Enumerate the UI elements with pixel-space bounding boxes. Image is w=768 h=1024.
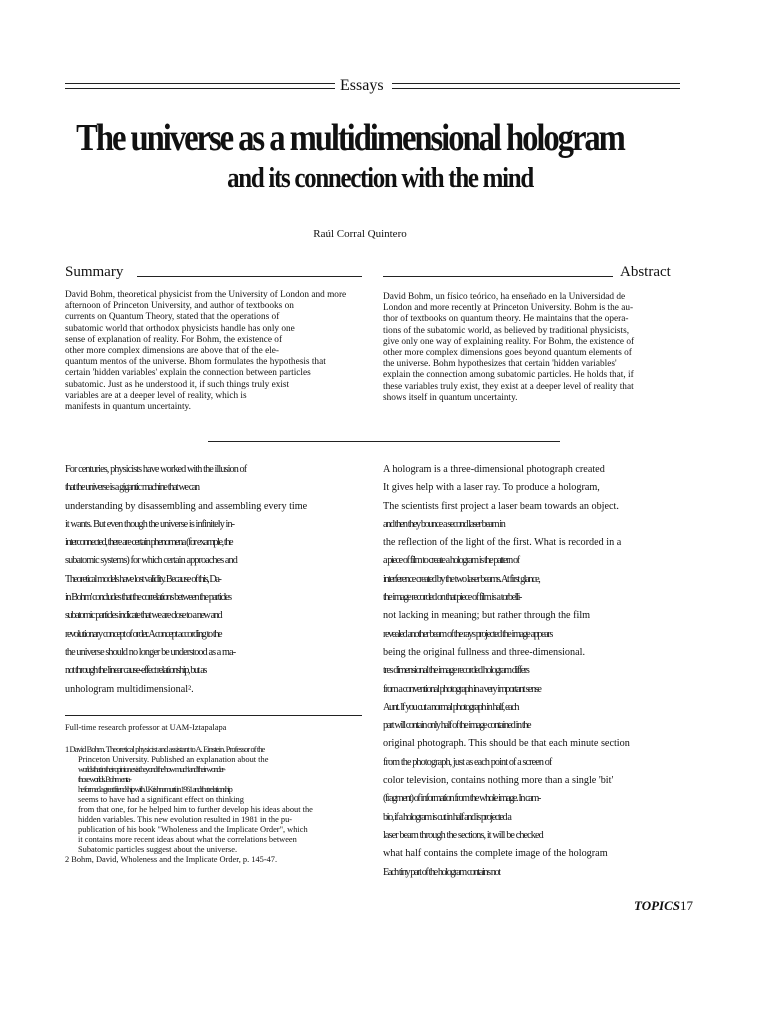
header-rule-left-top (65, 83, 335, 84)
header-rule-right-bottom (392, 88, 680, 89)
summary-line: currents on Quantum Theory, stated that the operations of (65, 312, 280, 323)
abstract-line: London and more recently at Princeton University. Bohm is the au- (383, 303, 634, 314)
body-line: not through the linear cause-effect relationship, but as (65, 665, 206, 677)
footnote-line: hidden variables. This new evolution resulted in 1981 in the pu- (78, 815, 293, 824)
abstract-line: other more complex dimensions goes beyond quantum elements of (383, 348, 632, 359)
abstract-line: tions of the subatomic world, as believed by traditional physicists, (383, 325, 630, 336)
body-line: bio, if a hologram is cut in half and is projected a (383, 811, 511, 823)
body-line: not lacking in meaning; but rather through the film (383, 610, 591, 622)
abstract-line: give only one way of explaining reality. For Bohm, the existence of (383, 336, 635, 347)
body-line: subatomic systems) for which certain approaches and (65, 555, 237, 567)
body-line: It gives help with a laser ray. To produce a hologram, (383, 482, 600, 494)
body-line: the reflection of the light of the first. What is recorded in a (383, 537, 622, 549)
body-line: that the universe is a gigantic machine that we can (65, 482, 199, 494)
footnote-line: he formed a great friendship with J. Krishnamurti in 1961 and that relationship (78, 785, 232, 794)
footnote-line: seems to have had a significant effect on thinking (78, 795, 244, 804)
footnote-line: 1 David Bohm. Theoretical physicist and assistant to A. Einstein. Professor of the (65, 745, 265, 754)
summary-line: sense of explanation of reality. For Bohm, the existence of (65, 334, 283, 345)
section-label: Essays (340, 77, 384, 94)
footnote-line: Subatomic particles suggest about the universe. (78, 845, 238, 854)
body-column-right (383, 461, 683, 882)
abstract-text (383, 292, 693, 404)
abstract-rule (383, 276, 613, 277)
body-line: (fragment) of information from the whole image. In cam- (383, 793, 540, 805)
body-line: what half contains the complete image of the hologram (383, 848, 608, 860)
summary-line: subatomic. Just as he understood it, if such things truly exist (65, 379, 290, 390)
body-line: color television, contains nothing more than a single 'bit' (383, 775, 614, 787)
body-line: original photograph. This should be that each minute section (383, 738, 630, 750)
body-line: For centuries, physicists have worked with the illusion of (65, 464, 247, 475)
abstract-line: the universe. Bohm hypothesizes that certain 'hidden variables' (383, 359, 617, 370)
footnote-line: Princeton University. Published an explanation about the (78, 755, 269, 764)
footnote-line: it contains more recent ideas about what the correlations between (78, 835, 297, 844)
summary-line: afternoon of Princeton University, and author of textbooks on (65, 301, 294, 312)
title-line-1: The universe as a multidimensional hologram (76, 117, 624, 159)
footnote-rule (65, 715, 362, 716)
body-line: in Bohm' concludes that the correlations between the particles (65, 592, 231, 604)
body-line: tres dimensional the image recorded hologram differs (383, 665, 529, 677)
abstract-line: thor of textbooks on quantum theory. He maintains that the opera- (383, 314, 629, 325)
body-line: the image recorded on that piece of film is a torbelli- (383, 592, 521, 604)
body-line: interference created by the two laser beams. At first glance, (383, 573, 540, 585)
body-line: unhologram multidimensional². (65, 683, 194, 695)
abstract-line: David Bohm, un físico teórico, ha enseñado en la Universidad de (383, 292, 626, 302)
author: Raúl Corral Quintero (313, 228, 407, 240)
footnote-line: those worlds. Bohm enta- (78, 775, 131, 784)
abstract-line: shows itself in quantum uncertainty. (383, 392, 518, 403)
summary-text (65, 290, 375, 413)
footnotes (65, 723, 365, 865)
body-line: from the photograph, just as each point of a screen of (383, 756, 552, 768)
summary-line: David Bohm, theoretical physicist from the University of London and more (65, 290, 347, 300)
body-line: understanding by disassembling and assembling every time (65, 500, 308, 512)
abstract-line: explain the connection among subatomic particles. He holds that, if (383, 370, 634, 381)
summary-line: subatomic world that orthodox physicists handle has only one (65, 323, 295, 334)
summary-line: quantum mentos of the universe. Bhom formulates the hypothesis that (65, 357, 326, 368)
body-line: from a conventional photograph in a very important sense (383, 683, 541, 695)
body-line: revealed another beam of the rays projected the image appears (383, 628, 552, 640)
footnote-affiliation: Full-time research professor at UAM-Iztapalapa (65, 723, 227, 732)
summary-line: other more complex dimensions are above that of the ele- (65, 346, 280, 357)
header-rule-left-bottom (65, 88, 335, 89)
summary-line: certain 'hidden variables' explain the connection between particles (65, 368, 311, 379)
body-line: A hologram is a three-dimensional photograph created (383, 464, 605, 475)
body-line: being the original fullness and three-dimensional. (383, 646, 585, 658)
body-line: The scientists first project a laser beam towards an object. (383, 500, 619, 512)
body-line: Theoretical models have lost validity. Because of this, Da- (65, 573, 221, 585)
body-line: Each tiny part of the hologram contains not (383, 866, 500, 878)
body-line: the universe should no longer be understood as a ma- (65, 646, 236, 658)
body-column-left (65, 461, 365, 699)
body-line: part will contain only half of the image contained in the (383, 720, 531, 732)
header-rule-right-top (392, 83, 680, 84)
body-line: it wants. But even though the universe is infinitely in- (65, 518, 235, 530)
footnote-line: publication of his book "Wholeness and the Implicate Order", which (78, 825, 308, 834)
page-footer (634, 898, 693, 914)
body-line: a piece of film to create a hologram is the pattern of (383, 555, 519, 567)
body-line: revolutionary concept of order. A concept according to the (65, 628, 222, 640)
summary-heading: Summary (65, 264, 124, 280)
footnote-line: from that one, for he helped him to further develop his ideas about the (78, 805, 313, 814)
abstract-heading: Abstract (620, 264, 671, 280)
footnote-line: 2 Bohm, David, Wholeness and the Implicate Order, p. 145-47. (65, 855, 278, 864)
body-line: Aunt. If you cut a normal photograph in half, each (383, 701, 519, 713)
summary-line: manifests in quantum uncertainty. (65, 402, 191, 413)
body-line: laser beam through the sections, it will be checked (383, 829, 543, 841)
summary-rule (137, 276, 362, 277)
summary-line: variables are at a deeper level of reality, which is (65, 390, 247, 401)
footnote-line: worlds that in their opinion exist beyond the 'how much' and 'their wonder- (78, 765, 225, 774)
section-divider (208, 441, 560, 442)
abstract-line: these variables truly exist, they exist at a deeper level of reality that (383, 381, 634, 392)
body-line: subatomic particles indicate that we are close to a new and (65, 610, 222, 622)
title-line-2: and its connection with the mind (227, 162, 533, 194)
journal-name: TOPICS (634, 898, 680, 913)
page-number: 17 (680, 898, 693, 913)
body-line: and then they bounce a second laser beam in (383, 518, 505, 530)
body-line: interconnected, there are certain phenomena (for example, the (65, 537, 233, 549)
